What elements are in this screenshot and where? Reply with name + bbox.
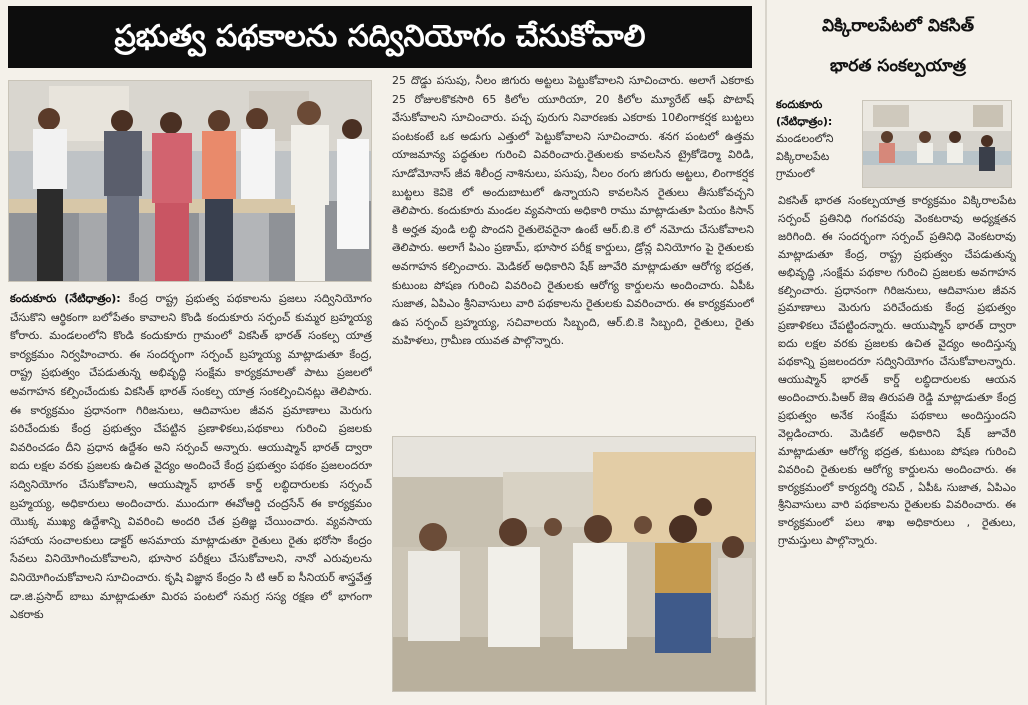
side-headline-line-2: భారత సంకల్పయాత్ర — [829, 56, 967, 76]
side-headline — [776, 6, 1020, 92]
photo-officials — [8, 80, 372, 282]
side-body-text: వికసిత్ భారత సంకల్పయాత్ర కార్యక్రమం విక్కిరాలపేట సర్పంచ్ ప్రతినిధి గంగవరపు వెంకటరావు అధ్యక్షతన జరిగింది. ఈ సందర్భంగా సర్పంచ్ ప్రతినిధి వెంకటరావు మాట్లాడుతూ కేంద్ర, రాష్ట్ర ప్రభుత్వం చేపడుతున్న అభివృద్ధి ,సంక్షేమ పథకాల గురించి ప్రజలకు అవగాహన కల్పించారు. ప్రధానంగా గిరిజనులు, ఆదివాసుల జీవన ప్రమాణాలు మెరుగు పరిచేందుకు కేంద్ర ప్రభుత్వం ప్రణాళికలు చేపట్టిందన్నారు. ఆయుష్మాన్ భారత్ ద్వారా ఐదు లక్షల వరకు ప్రజలకు ఉచిత వైద్యం అందిస్తున్న పథకాన్ని ప్రజలందరూ సద్వినియోగం చేసుకోవాలన్నారు. ఆయుష్మాన్ భారత్ కార్డ్ లబ్ధిదారులకు ఆయన అందించారు.పిఆర్ జెఇ తిరుపతి రెడ్డి మాట్లాడుతూ కేంద్ర ప్రభుత్వం అనేక సంక్షేమ పథకాలు అందిస్తుందని వెల్లడించారు. మెడికల్ అధికారిని షేక్ జూవేరి మాట్లాడుతూ ఆరోగ్య భద్రత, కుటుంబ పోషణ గురించి వివరించి రైతులకు ఆరోగ్య కార్డులను అందించారు. ఈ కార్యక్రమంలో కార్యదర్శి రవిచ్ , ఏపీఓ సుజాత, ఏపిఎం శ్రీనివాసులు వారి పథకాలను రైతులకు వివరించారు. ఈ కార్యక్రమంలో పలు శాఖ అధికారులు , రైతులు, గ్రామస్తులు పాల్గొన్నారు. — [778, 194, 1016, 548]
main-article-column-2 — [392, 72, 754, 430]
main-article-column-1 — [10, 290, 372, 692]
side-dateline-line-2: (నేటిధాత్రం): — [776, 115, 833, 128]
side-headline-line-1: విక్కిరాలపేటలో వికసిత్ — [822, 16, 974, 36]
column-divider — [765, 0, 767, 705]
main-body-part-2: 25 దొడ్డు పసుపు, నీలం జిగురు అట్టలు పెట్టుకోవాలని సూచించారు. అలాగే ఎకరాకు 25 రోజులకొకసారి 65 కిలోల యూరియా, 20 కిలోల మ్యూరేట్ ఆఫ్ పొటాష్ వేసుకోవాలని సూచించారు. పచ్చ పురుగు నివారణకు ఎకరాకు 10లింగాకర్షక బుట్టలు పంటకంటే ఒక అడుగు ఎత్తులో పెట్టుకోవాలని సూచించారు. శనగ పంటలో ఉత్తమ యాజమాన్య పద్ధతుల గురించి వివరించారు.రైతులకు కావలసిన ట్రైకోడెర్మా విరిడి, సూడోమోనాస్ జీవ శిలీంద్ర నాశినులు, పసుపు, నీలం రంగు జిగురు అట్టలు, లింగాకర్షక బుట్టలు కెవికె లో అందుబాటులో ఉన్నాయని కావలసిన రైతులు తీసుకోవచ్చని తెలిపారు. కందుకూరు మండల వ్యవసాయ అధికారి రాము మాట్లాడుతూ పియం కిసాన్ కి అర్హత వుండి లబ్ధి పొందని రైతులెవరైనా ఉంటే ఆర్.బి.కె లో నమోదు చేసుకోవాలని తెలిపారు. అలాగే పిఎం ప్రణామ్, భూసార పరీక్ష కార్డులు, డ్రోన్ల వినియోగం పై రైతులకు అవగాహన కల్పించారు. మెడికల్ అధికారిని షేక్ జూవేరి మాట్లాడుతూ ఆరోగ్య భద్రత, కుటుంబ పోషణ గురించి వివరించి రైతులకు ఆరోగ్య కార్డులను అందించారు. ఏపీఓ సుజాత, ఏపిఎం శ్రీనివాసులు వారి పథకాలను రైతులకు వివరించారు. ఈ కార్యక్రమంలో ఉప సర్పంచ్ బ్రహ్మయ్య, సచివాలయ సిబ్బంది, ఆర్.బి.కె సిబ్బంది, రైతులు, రైతు మహిళలు, గ్రామీణ యువత పాల్గొన్నారు. — [392, 74, 754, 348]
main-dateline: కందుకూరు (నేటిధాత్రం): — [10, 292, 129, 305]
main-headline: ప్రభుత్వ పథకాలను సద్వినియోగం చేసుకోవాలి — [8, 6, 752, 68]
photo-side-event — [862, 100, 1012, 188]
side-lead-text: మండలంలోని విక్కిరాలపేట గ్రామంలో — [776, 132, 834, 180]
side-article-lead — [776, 130, 858, 190]
side-article-body — [778, 192, 1016, 692]
main-body-part-1: కేంద్ర రాష్ట్ర ప్రభుత్వ పథకాలను ప్రజలు సద్వినియోగం చేసుకొని ఆర్థికంగా బలోపేతం కావాలని కొండి కందుకూరు సర్పంచ్ కుమ్మర బ్రహ్మయ్య కోరారు. మండలంలోని కొండి కందుకూరు గ్రామంలో వికసిత్ భారత్ సంకల్ప యాత్ర కార్యక్రమం నిర్వహించారు. ఈ సందర్భంగా సర్పంచ్ బ్రహ్మయ్య మాట్లాడుతూ కేంద్ర, రాష్ట్ర ప్రభుత్వం చేపడుతున్న అభివృద్ధి సంక్షేమ కార్యక్రమాలతో పాటు ప్రజలలో అవగాహన కల్పించేందుకు వికసిత్ భారత్ సంకల్ప యాత్ర సంకల్పించినట్లు తెలిపారు. ఈ కార్యక్రమం ప్రధానంగా గిరిజనులు, ఆదివాసుల జీవన ప్రమాణాలు మెరుగు పరిచేందుకు కేంద్ర ప్రభుత్వం చేపట్టిన ప్రణాళికలు,పథకాలు గురించి ప్రజలకు వివరించడం దీని ప్రధాన ఉద్దేశం అని సర్పంచ్ అన్నారు. ఆయుష్మాన్ భారత్ ద్వారా ఐదు లక్షల వరకు ప్రజలకు ఉచిత వైద్యం అందించే కేంద్ర ప్రభుత్వం పథకం ప్రజలందరూ సద్వినియోగం చేసుకోవాలని, ఆయుష్మాన్ భారత్ కార్డ్ లబ్ధిదారులకు సర్పంచ్ బ్రహ్మయ్య, అధికారులు అందించారు. ముందుగా ఈవోఆర్డి చంద్రసేన్ ఈ కార్యక్రమం యొక్క ముఖ్య ఉద్దేశాన్ని వివరించి అందరి చేత ప్రతిజ్ఞ చేయించారు. వ్యవసాయ సహాయ సంచాలకులు డాక్టర్ అసమాయ మాట్లాడుతూ రైతులు రైతు భరోసా కేంద్రం సేవలు వినియోగించుకోవాలని, భూసార పరీక్షలు చేసుకోవాలని, నానో ఎరువులను వినియోగించుకోవాలని సూచించారు. కృషి విజ్ఞాన కేంద్రం సి టి ఆర్ ఐ సీనియర్ శాస్త్రవేత్త డా.జి.ప్రసాద్ బాబు మాట్లాడుతూ మిరప పంటలో సమగ్ర సస్య రక్షణ లో భాగంగా ఎకరాకు — [10, 292, 372, 622]
side-dateline-line-1: కందుకూరు — [776, 98, 823, 111]
photo-villagers-gathering — [392, 436, 756, 692]
side-dateline — [776, 96, 854, 130]
